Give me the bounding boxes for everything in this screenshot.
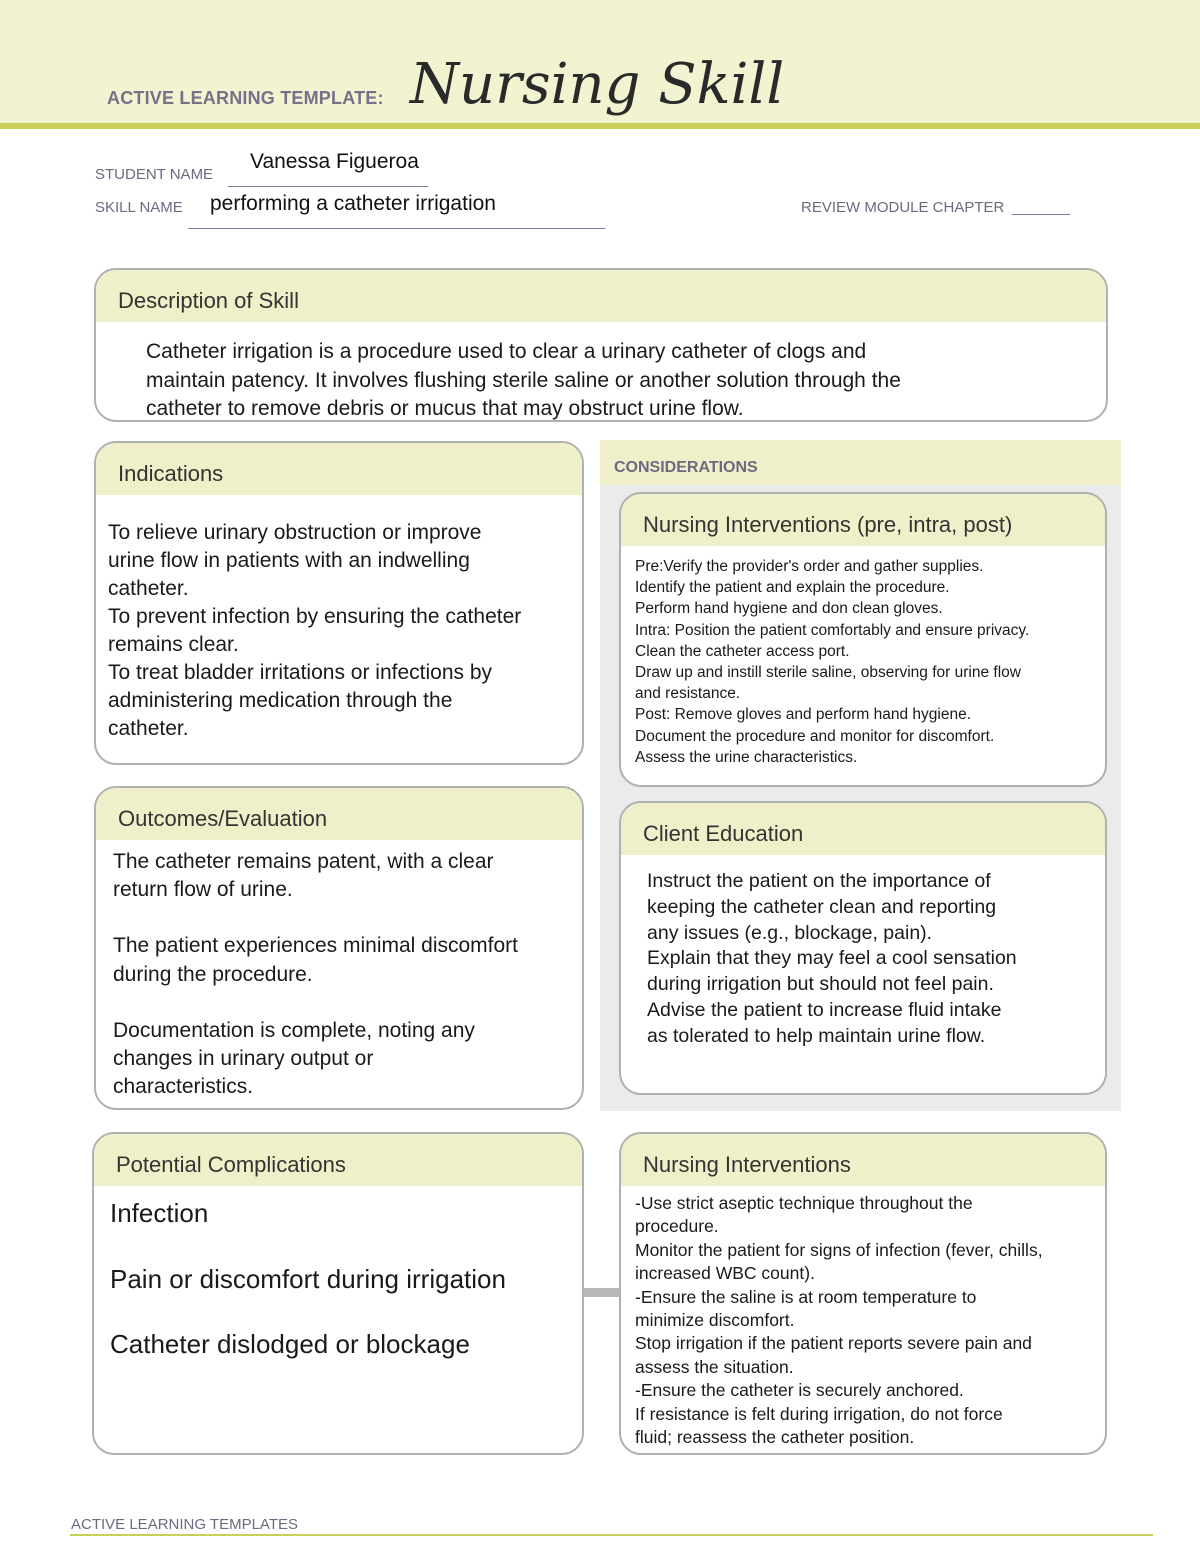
text-line: Catheter irrigation is a procedure used to clear a urinary catheter of clogs and (146, 340, 867, 363)
spacer (113, 989, 572, 1017)
text-line: Identify the patient and explain the procedure. (635, 579, 950, 597)
text-line: as tolerated to help maintain urine flow. (647, 1024, 986, 1047)
nursing-interventions-pre-intra-post-section (619, 492, 1107, 787)
text-line: remains clear. (108, 633, 239, 656)
header-divider (0, 123, 1200, 129)
section-title: Description of Skill (96, 270, 1106, 322)
text-line: -Use strict aseptic technique throughout the (635, 1193, 973, 1213)
text-line: procedure. (635, 1216, 719, 1237)
text-line: fluid; reassess the catheter position. (635, 1427, 915, 1448)
text-line: The patient experiences minimal discomfort (113, 934, 519, 958)
text-line: and resistance. (635, 685, 741, 703)
text-line: Pain or discomfort during irrigation (110, 1264, 506, 1294)
section-title: Potential Complications (94, 1134, 582, 1186)
skill-name-field[interactable]: performing a catheter irrigation (210, 192, 496, 215)
text-line: Assess the urine characteristics. (635, 748, 858, 766)
student-name-underline: ________________________ (228, 171, 429, 188)
template-label: ACTIVE LEARNING TEMPLATE: (107, 88, 384, 108)
text-line: catheter to remove debris or mucus that may obstruct urine flow. (146, 397, 744, 420)
outcomes-section (94, 786, 584, 1110)
text-line: assess the situation. (635, 1356, 794, 1377)
text-line: minimize discomfort. (635, 1310, 795, 1331)
review-module-label: REVIEW MODULE CHAPTER (801, 199, 1005, 216)
text-line: Catheter dislodged or blockage (110, 1329, 470, 1359)
skill-name-label: SKILL NAME (95, 199, 183, 216)
text-line: changes in urinary output or (113, 1047, 374, 1071)
section-title: Nursing Interventions (pre, intra, post) (621, 494, 1105, 546)
text-line: To treat bladder irritations or infections by (108, 661, 493, 684)
text-line: characteristics. (113, 1075, 254, 1099)
potential-complications-section (92, 1132, 584, 1455)
section-title: Indications (96, 443, 582, 495)
text-line: To relieve urinary obstruction or improve (108, 521, 482, 544)
text-line: Monitor the patient for signs of infection (fever, chills, (635, 1239, 1043, 1260)
text-line: The catheter remains patent, with a clear (113, 850, 494, 873)
text-line: Perform hand hygiene and don clean gloves. (635, 600, 943, 618)
text-line: catheter. (108, 717, 189, 740)
text-line: during the procedure. (113, 962, 313, 986)
text-line: Documentation is complete, noting any (113, 1018, 475, 1042)
skill-name-underline: __________________________________________________ (188, 213, 606, 230)
page-title: Nursing Skill (410, 52, 785, 117)
text-line: If resistance is felt during irrigation, do not force (635, 1403, 1003, 1424)
text-line: Clean the catheter access port. (635, 642, 850, 660)
text-line: Explain that they may feel a cool sensation (647, 947, 1017, 970)
description-section (94, 268, 1108, 422)
text-line: Infection (110, 1198, 209, 1228)
text-line: administering medication through the (108, 689, 453, 712)
text-line: To prevent infection by ensuring the catheter (108, 605, 522, 628)
student-name-label: STUDENT NAME (95, 166, 214, 183)
text-line: Draw up and instill sterile saline, observing for urine flow (635, 664, 1021, 682)
text-line: Advise the patient to increase fluid intake (647, 998, 1002, 1021)
text-line: Post: Remove gloves and perform hand hygiene. (635, 706, 972, 724)
text-line: -Ensure the catheter is securely anchored. (635, 1380, 964, 1401)
text-line: maintain patency. It involves flushing sterile saline or another solution through the (146, 368, 901, 392)
text-line: Stop irrigation if the patient reports severe pain and (635, 1333, 1032, 1354)
text-line: Instruct the patient on the importance of (647, 870, 991, 892)
review-module-field[interactable]: _______ (1012, 199, 1071, 216)
indications-section (94, 441, 584, 765)
section-title: Nursing Interventions (621, 1134, 1105, 1186)
section-title: Client Education (621, 803, 1105, 855)
text-line: any issues (e.g., blockage, pain). (647, 921, 933, 944)
client-education-section (619, 801, 1107, 1095)
nursing-interventions-section (619, 1132, 1107, 1455)
student-name-field[interactable]: Vanessa Figueroa (250, 150, 419, 173)
section-title: Outcomes/Evaluation (96, 788, 582, 840)
footer-divider (70, 1534, 1153, 1536)
text-line: Pre:Verify the provider's order and gather supplies. (635, 558, 984, 575)
footer-text: ACTIVE LEARNING TEMPLATES (71, 1516, 298, 1533)
text-line: during irrigation but should not feel pain. (647, 973, 994, 996)
text-line: increased WBC count). (635, 1263, 815, 1284)
considerations-title: CONSIDERATIONS (600, 440, 1121, 485)
spacer (113, 904, 572, 932)
text-line: urine flow in patients with an indwelling (108, 549, 470, 572)
section-connector (583, 1288, 621, 1297)
text-line: Document the procedure and monitor for discomfort. (635, 727, 995, 745)
text-line: catheter. (108, 577, 189, 600)
text-line: Intra: Position the patient comfortably and ensure privacy. (635, 621, 1030, 639)
text-line: return flow of urine. (113, 878, 293, 902)
text-line: -Ensure the saline is at room temperature to (635, 1286, 977, 1307)
text-line: keeping the catheter clean and reporting (647, 895, 997, 918)
